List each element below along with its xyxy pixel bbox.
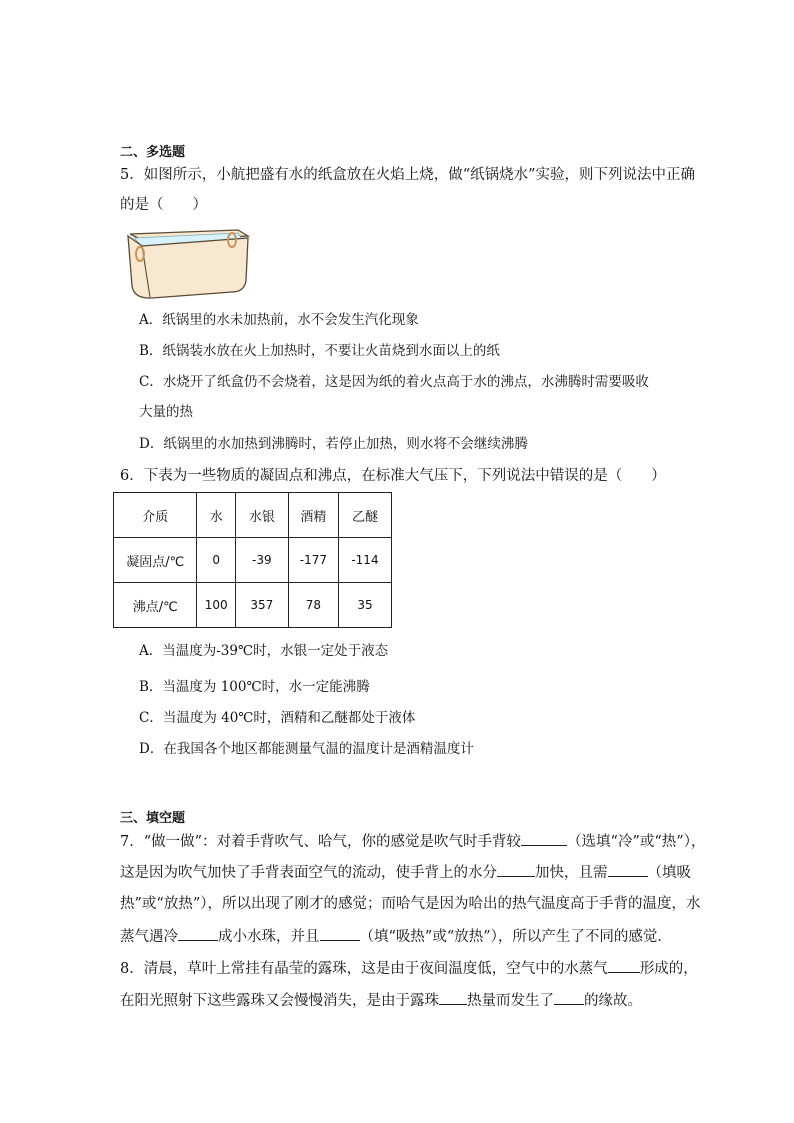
q8-text: 形成的， — [639, 961, 698, 977]
table-header-cell: 乙醚 — [338, 493, 391, 538]
table-header-cell: 酒精 — [288, 493, 338, 538]
q7-text: （填吸 — [647, 865, 691, 881]
q7-text: 加快，且需 — [535, 865, 608, 881]
q5-stem-line1: 5．如图所示，小航把盛有水的纸盒放在火焰上烧，做“纸锅烧水”实验，则下列说法中正确 — [120, 167, 696, 183]
answer-blank[interactable] — [608, 958, 640, 973]
q7-line2 — [120, 862, 691, 883]
q6-stem: 6．下表为一些物质的凝固点和沸点，在标准大气压下，下列说法中错误的是（ ） — [120, 468, 666, 484]
table-cell: -177 — [288, 538, 338, 583]
q8-text: 在阳光照射下这些露珠又会慢慢消失，是由于露珠 — [120, 993, 439, 1009]
q5-option-a: A．纸锅里的水未加热前，水不会发生汽化现象 — [139, 312, 419, 328]
q5-option-c-line1: C．水烧开了纸盒仍不会烧着，这是因为纸的着火点高于水的沸点，水沸腾时需要吸收 — [139, 374, 649, 390]
answer-blank[interactable] — [608, 862, 648, 877]
q5-stem-line2: 的是（ ） — [120, 197, 207, 213]
table-cell: 100 — [197, 583, 235, 628]
q7-line1 — [120, 831, 705, 852]
paper-pot-illustration — [120, 226, 255, 302]
q5-option-d: D．纸锅里的水加热到沸腾时，若停止加热，则水将不会继续沸腾 — [139, 436, 528, 452]
answer-blank[interactable] — [521, 831, 567, 846]
q7-line4 — [120, 926, 672, 947]
q7-line3: 热”或“放热”），所以出现了刚才的感觉；而哈气是因为哈出的热气温度高于手背的温度，水 — [120, 896, 701, 912]
q7-text: 蒸气遇冷 — [120, 929, 178, 945]
q6-option-d: D．在我国各个地区都能测量气温的温度计是酒精温度计 — [139, 741, 474, 757]
q7-text: （选填“冷”或“热”）， — [567, 834, 706, 850]
q7-text: 7．“做一做”：对着手背吹气、哈气，你的感觉是吹气时手背较 — [120, 834, 522, 850]
q6-option-c: C．当温度为 40℃时，酒精和乙醚都处于液体 — [139, 710, 416, 726]
q7-text: 成小水珠，并且 — [218, 929, 320, 945]
table-cell: 78 — [288, 583, 338, 628]
q7-text: 这是因为吹气加快了手背表面空气的流动，使手背上的水分 — [120, 865, 497, 881]
answer-blank[interactable] — [320, 926, 360, 941]
q8-text: 8．清晨，草叶上常挂有晶莹的露珠，这是由于夜间温度低，空气中的水蒸气 — [120, 961, 608, 977]
answer-blank[interactable] — [554, 990, 584, 1005]
table-header-cell: 介质 — [114, 493, 197, 538]
answer-blank[interactable] — [439, 990, 467, 1005]
table-cell: 凝固点/℃ — [114, 538, 197, 583]
q8-text: 热量而发生了 — [467, 993, 554, 1009]
q8-text: 的缘故。 — [584, 993, 642, 1009]
table-header-row — [114, 493, 392, 538]
answer-blank[interactable] — [497, 862, 535, 877]
table-cell: 沸点/℃ — [114, 583, 197, 628]
table-cell: 0 — [197, 538, 235, 583]
q6-option-a: A．当温度为-39℃时，水银一定处于液态 — [139, 643, 389, 659]
substance-table — [113, 492, 392, 628]
table-row — [114, 583, 392, 628]
answer-blank[interactable] — [178, 926, 218, 941]
table-cell: -114 — [338, 538, 391, 583]
q8-line1 — [120, 958, 698, 979]
q6-option-b: B．当温度为 100℃时，水一定能沸腾 — [139, 679, 370, 695]
section-title-multiple-choice: 二、多选题 — [120, 145, 186, 160]
table-header-cell: 水 — [197, 493, 235, 538]
table-row — [114, 538, 392, 583]
table-cell: 357 — [235, 583, 288, 628]
q5-option-c-line2: 大量的热 — [139, 404, 193, 420]
q8-line2 — [120, 990, 642, 1011]
section-title-fill-in: 三、填空题 — [120, 811, 186, 826]
table-cell: 35 — [338, 583, 391, 628]
q7-text: （填“吸热”或“放热”），所以产生了不同的感觉． — [359, 929, 672, 945]
table-header-cell: 水银 — [235, 493, 288, 538]
table-cell: -39 — [235, 538, 288, 583]
q5-option-b: B．纸锅装水放在火上加热时，不要让火苗烧到水面以上的纸 — [139, 343, 500, 359]
